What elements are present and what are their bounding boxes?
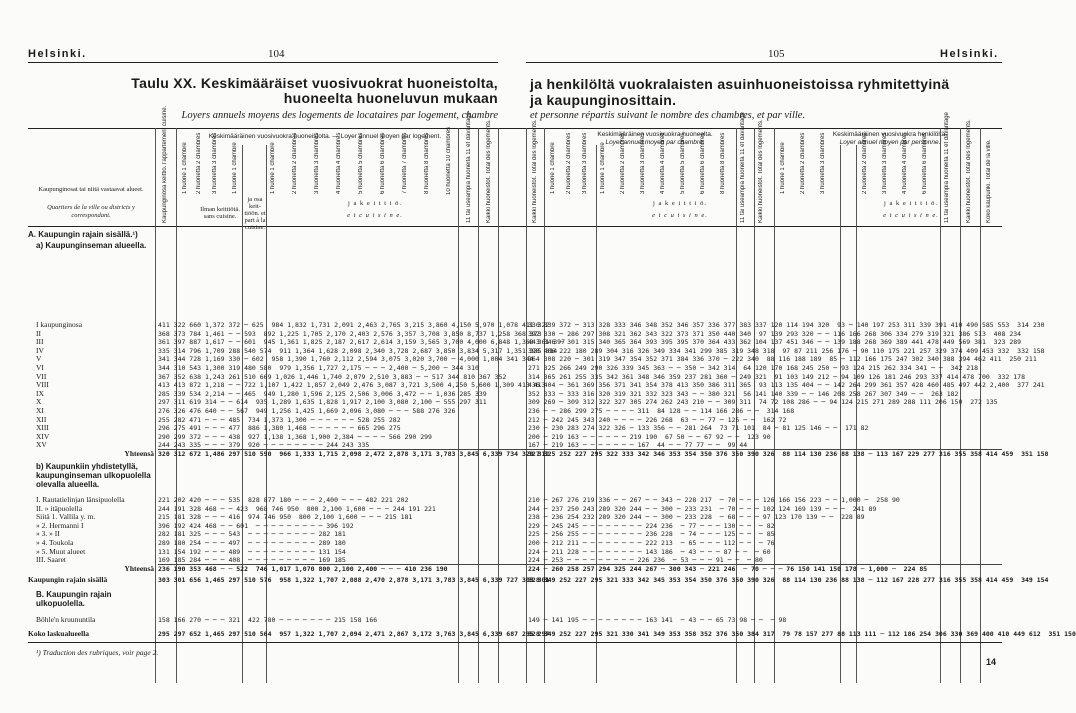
colhead-right-14: 2 huonetta 2 chambres (800, 132, 806, 194)
colhead-right-16: 2 huonetta 2 chambres (862, 132, 868, 194)
section-c-title: B. Kaupungin rajain ulkopuolella. (36, 590, 112, 608)
table-row (28, 565, 1002, 574)
row-label: IX (36, 388, 44, 398)
row-values-left: 244 243 335 ─ ─ ─ 379 920 ─ ─ ─ ─ ─ ─ ─ ─ 244 243 335 (158, 441, 370, 450)
row-values-right: 352 333 ─ 333 316 320 319 321 332 323 343 ─ ─ 380 321 56 141 140 339 ─ ─ 146 208 258 267 307 349 ─ ─ 263 182 (528, 389, 959, 398)
grand-a-right-values: 328 349 252 227 295 321 333 342 345 353 354 350 376 350 390 326 88 114 130 236 88 138 ─ 112 167 228 277 316 355 358 414 459 349 154 (528, 576, 1049, 584)
row-values-left: 368 373 784 1,461 ─ ─ 593 892 1,225 1,705 2,170 2,403 2,576 3,357 3,708 3,850 8,737 1,258 368 373 (158, 329, 542, 338)
row-values-left: 282 181 325 ─ ─ ─ 543 ─ ─ ─ ─ ─ ─ ─ ─ ─ 282 181 (158, 530, 346, 539)
row-values-left: 290 299 372 ─ ─ ─ 438 927 1,138 1,368 1,900 2,384 ─ ─ ─ ─ 566 290 299 (158, 432, 432, 441)
colhead-right-7: 4 huonetta 4 chambres (660, 132, 666, 194)
colhead-left-9: 5 huonetta 5 chambres (358, 132, 364, 194)
row-label: » 3. » II (36, 529, 60, 539)
row-values-left: 215 181 328 ─ ─ ─ 416 974 746 950 800 2,100 1,600 ─ ─ ─ 215 181 (158, 513, 413, 522)
colhead-left-14: 11 tai useampia huoneita 11 et davantage (466, 112, 472, 223)
row-label: » 5. Muut alueet (36, 546, 86, 556)
colhead-right-17: 3 huonetta 3 chambres (882, 132, 888, 194)
colhead-left-3: 3 huonetta 3 chambres (212, 132, 218, 194)
colhead-right-18: 4 huonetta 4 chambres (902, 132, 908, 194)
header-rule-right (526, 62, 1002, 63)
table-title-fi-right-2: ja kaupunginosittain. (530, 92, 677, 108)
colhead-left-4: 1 huone 1 chambre (232, 142, 238, 194)
section-a-subtitle: a) Kaupunginseman alueella. (36, 241, 147, 250)
table-title-fi-left: Taulu XX. Keskimääräiset vuosivuokrat huoneistolta, huoneelta huoneluvun mukaan (131, 75, 498, 106)
col-no-kitchen: Ilman keittiötä. sans cuisine. (200, 206, 240, 220)
colhead-right-10: 8 huonetta 8 chambres (720, 132, 726, 194)
colhead-right-13: 1 huone 1 chambre (780, 142, 786, 194)
table-row (28, 616, 1002, 625)
table-bottom-rule (28, 642, 1002, 643)
row-values-right: 210 ─ 267 276 219 336 ─ ─ 267 ─ ─ 343 ─ 228 217 ─ 70 ─ ─ ─ 126 166 156 223 ─ ─ 1,000 ─ 258 90 (528, 496, 900, 504)
col-with-kitchen-fr: e t c u i s i n e. (347, 212, 403, 219)
row-values-left: 361 397 887 1,617 ─ ─ 601 945 1,361 1,825 2,187 2,617 2,614 3,159 3,565 3,700 4,000 6,848 1,363 361 397 (158, 338, 565, 347)
row-values-right: 200 ─ 212 211 ─ ─ ─ ─ ─ ─ ─ ─ 222 213 ─ 65 ─ ─ ─ 112 ─ ─ ─ 76 (528, 539, 775, 547)
colhead-right-20: 11 tai useampia huoneita 11 et davantage (944, 112, 950, 223)
row-values-right: 167 ─ 219 163 ─ ─ ─ ─ ─ ─ ─ 167 44 ─ ─ 77 77 ─ ─ 99 44 (528, 441, 748, 450)
grand-total-label: Koko laskualueella (28, 629, 90, 638)
row-values-right: 436 404 ─ 361 369 356 371 341 354 378 413 350 386 311 365 93 113 135 404 ─ ─ 142 264 299 361 357 428 460 485 497 442 2,400 377 241 (528, 381, 1045, 390)
row-values-left: 255 282 471 ─ ─ ─ 485 734 1,373 1,300 ─ ─ ─ ─ ─ ─ 528 255 282 (158, 415, 401, 424)
row-values-left: 236 190 353 468 ─ ─ 522 746 1,017 1,070 800 2,100 2,400 ─ ─ ─ 410 236 190 (158, 564, 448, 573)
row-label: » 2. Hermanni I (36, 520, 84, 530)
row-values-right: 314 365 261 255 335 342 361 348 346 359 237 281 360 ─ 249 321 91 103 149 212 ─ 94 109 126 181 246 293 337 414 478 700 332 178 (528, 372, 1025, 381)
row-values-left: 413 413 872 1,218 ─ ─ 722 1,107 1,422 1,857 2,049 2,476 3,087 3,721 3,500 4,250 5,600 1,309 413 413 (158, 381, 546, 390)
colhead-right-22: Koko kaupunki. Total de la ville. (986, 139, 992, 223)
grand-a-label: Kaupungin rajain sisällä (28, 575, 108, 584)
block2-title-fr: Loyer annuel moyen par chambre. (605, 139, 705, 146)
row-values-right: 200 ─ 219 163 ─ ─ ─ ─ ─ ─ 219 190 67 50 ─ ─ 67 92 ─ ─ 123 90 (528, 432, 771, 441)
row-values-right: 225 ─ 256 255 ─ ─ ─ ─ ─ ─ ─ ─ 236 228 ─ 74 ─ ─ ─ 125 ─ ─ ─ 85 (528, 530, 775, 539)
row-values-left: 244 191 328 468 ─ ─ 423 968 746 950 800 2,100 1,600 ─ ─ ─ 244 191 221 (158, 504, 436, 513)
row-values-right: 229 ─ 245 245 ─ ─ ─ ─ ─ ─ ─ ─ 224 236 ─ 77 ─ ─ ─ 130 ─ ─ ─ 82 (528, 521, 775, 530)
block1-title: Keskimääräinen vuosivuokra huoneistolta. — Loyer annuel moyen par logement. (208, 133, 442, 140)
col-with-kitchen-3: j a k e i t t i ö. (884, 200, 938, 207)
row-label: III. Saaret (36, 555, 66, 565)
grand-total-left-values: 295 297 652 1,465 297 510 564 957 1,322 1,707 2,094 2,471 2,867 3,172 3,763 3,845 6,339 687 295 297 (158, 630, 550, 638)
row-values-left: 169 185 284 ─ ─ ─ 408 ─ ─ ─ ─ ─ ─ ─ ─ ─ 169 185 (158, 556, 346, 565)
colhead-left-0: Kaupunginosa keittiö. l'appartement cuisine. (162, 105, 168, 223)
colhead-right-19: 6 huonetta 6 chambres (922, 132, 928, 194)
row-label: VIII (36, 380, 49, 390)
row-values-left: 221 202 420 ─ ─ ─ 535 828 877 180 ─ ─ ─ 2,400 ─ ─ ─ 482 221 202 (158, 496, 409, 504)
colhead-right-1: 1 huone 1 chambre (550, 142, 556, 194)
row-label: » 4. Toukola (36, 538, 74, 547)
colhead-left-12: 8 huonetta 8 chambres (424, 132, 430, 194)
row-label: I. Rautatielinjan länsipuolella (36, 495, 125, 504)
row-label: VI (36, 363, 44, 372)
row-values-left: 396 192 424 468 ─ ─ 601 ─ ─ ─ ─ ─ ─ ─ ─ ─ 396 192 (158, 521, 354, 530)
row-values-right: 327 325 252 227 295 322 333 342 346 353 354 350 376 350 390 326 88 114 130 236 88 138 ─ 113 167 229 277 316 355 358 414 459 351 158 (528, 450, 1049, 458)
row-label: Böhle'n kruununtila (36, 615, 96, 624)
row-values-left: 296 275 491 ─ ─ ─ 477 886 1,380 1,468 ─ ─ ─ ─ ─ ─ 665 296 275 (158, 424, 401, 433)
sheet-number: 14 (986, 657, 997, 667)
row-values-right: 364 308 220 ─ 301 319 347 354 352 371 384 336 370 ─ 222 340 88 116 188 189 85 ─ 112 166 175 247 302 340 388 394 462 411 250 211 (528, 355, 1037, 364)
colhead-right-4: 1 huone 1 chambre (600, 142, 606, 194)
running-head-right: Helsinki. (940, 48, 999, 60)
row-values-left: 297 311 619 314 ─ ─ 614 935 1,289 1,635 1,828 1,917 2,100 3,080 2,100 ─ 555 297 311 (158, 398, 487, 407)
grand-a-left-values: 303 301 656 1,465 297 510 576 958 1,322 1,707 2,088 2,470 2,878 3,171 3,783 3,845 6,339 727 303 301 (158, 576, 550, 584)
row-label: II. » itäpuolella (36, 503, 83, 513)
colhead-right-0: Kaikki huoneistot. Total des logements. (532, 119, 538, 223)
page-number-left: 104 (268, 48, 285, 60)
footnote: ¹) Traduction des rubriques, voir page 2. (36, 648, 159, 657)
row-values-right: 271 325 266 249 290 326 339 345 363 ─ ─ 350 ─ 342 314 64 120 170 168 245 250 ─ 93 124 215 262 334 341 ─ ─ 342 218 (528, 364, 979, 372)
colhead-left-6: 2 huonetta 2 chambres (292, 132, 298, 194)
row-values-right: 244 ─ 237 250 243 289 320 244 ─ ─ 300 ─ 233 231 ─ 70 ─ ─ ─ 102 124 169 139 ─ ─ ─ 241 89 (528, 504, 877, 513)
col-with-kitchen-2-fr: e t c u i s i n e. (652, 212, 708, 219)
row-values-left: 276 326 476 640 ─ ─ 567 949 1,256 1,425 1,669 2,096 3,080 ─ ─ ─ 588 276 326 (158, 407, 456, 415)
row-label: XII (36, 414, 47, 424)
block2-title-fi: Keskimääräinen vuosivuokra huoneelta. (597, 131, 713, 138)
row-values-left: 344 310 543 1,300 319 480 580 979 1,356 1,727 2,175 ─ ─ ─ 2,400 ─ 5,200 ─ 344 310 (158, 364, 479, 372)
running-head-left: Helsinki. (28, 48, 87, 60)
colhead-right-5: 2 huonetta 2 chambres (620, 132, 626, 194)
row-label: XV (36, 440, 47, 450)
section-b-title: b) Kaupunkiin yhdistetyllä, kaupunginseman ulkopuolella olevalla alueella. (36, 462, 151, 489)
colhead-left-10: 6 huonetta 6 chambres (380, 132, 386, 194)
row-values-right: 443 346 ─ 301 315 340 365 364 393 395 395 370 364 433 362 104 137 451 346 ─ ─ 139 188 268 369 389 441 478 449 569 381 323 289 (528, 338, 1022, 347)
colhead-left-5: 1 huone 1 chambre (270, 142, 276, 194)
row-values-right: 224 ─ 253 ─ ─ ─ ─ ─ ─ ─ ─ ─ 226 236 ─ 53 ─ ─ ─ 91 ─ ─ ─ 80 (528, 556, 763, 565)
colhead-left-2: 2 huonetta 2 chambres (196, 132, 202, 194)
grand-total-right-values: 328 349 252 227 295 321 330 341 349 353 358 352 376 350 384 317 79 78 157 277 88 113 111 ─ 112 186 254 306 330 369 400 410 449 612 351 150 (528, 630, 1076, 638)
row-values-right: 238 ─ 236 254 232 289 320 244 ─ ─ 300 ─ 233 228 ─ 68 ─ ─ ─ 97 123 170 139 ─ ─ 228 89 (528, 513, 865, 522)
colhead-right-3: 3 huonetta 3 chambres (582, 132, 588, 194)
colhead-left-1: 1 huone 1 chambre (182, 142, 188, 194)
row-values-right: 230 ─ 230 283 274 322 326 ─ 133 356 ─ ─ 281 264 73 71 101 84 ─ 81 125 146 ─ ─ 171 82 (528, 424, 869, 433)
table-title-fr-left: Loyers annuels moyens des logements de locataires par logement, chambre (181, 110, 498, 121)
row-values-left: 335 314 796 1,709 288 540 574 911 1,364 1,628 2,098 2,340 3,728 2,687 3,850 3,834 5,317 1,351 335 314 (158, 346, 558, 355)
row-values-right: 212 ─ 242 245 343 240 ─ ─ ─ ─ 226 268 63 ─ ─ 77 ─ 125 ─ ─ 162 72 (528, 415, 787, 424)
table-row (28, 449, 1049, 459)
row-values-left: 285 339 534 2,214 ─ ─ 465 949 1,280 1,596 2,125 2,506 3,006 3,472 ─ ─ 1,036 285 339 (158, 389, 487, 398)
colhead-right-8: 5 huonetta 5 chambres (680, 132, 686, 194)
row-label: XIII (36, 423, 49, 433)
row-values-right: 309 269 ─ 309 312 322 327 305 274 262 243 210 ─ ─ 309 311 74 72 108 286 ─ ─ 94 124 215 271 289 288 111 206 150 272 135 (528, 398, 998, 407)
block3-title-fi: Keskimääräinen vuosivuokra henkilöltä. (832, 131, 948, 138)
row-values-right: 149 ─ 141 195 ─ ─ ─ ─ ─ ─ ─ ─ 163 141 ─ 43 ─ ─ 65 73 98 ─ ─ ─ 98 (528, 616, 787, 624)
colhead-left-15: Kaikki huoneistot. Total des logements. (486, 119, 492, 223)
table-title-fr-right: et personne répartis suivant le nombre des chambres, et par ville. (530, 110, 806, 121)
section-a-title: A. Kaupungin rajain sisällä.¹) (28, 230, 138, 239)
row-label: Yhteensä (124, 449, 154, 458)
row-label: X (36, 397, 42, 407)
colhead-right-9: 6 huonetta 6 chambres (700, 132, 706, 194)
row-values-left: 320 312 672 1,486 297 510 590 966 1,333 1,715 2,098 2,472 2,878 3,171 3,783 3,845 6,339 734 320 312 (158, 450, 550, 458)
row-values-right: 392 330 ─ 286 297 308 321 362 343 322 373 371 350 440 340 97 139 293 320 ─ ─ 116 166 268 306 334 279 319 321 386 513 408 234 (528, 329, 1022, 338)
colhead-left-11: 7 huonetta 7 chambres (402, 132, 408, 194)
row-values-right: 224 ─ 260 258 257 294 325 244 267 ─ 300 343 ─ 221 246 ─ 70 ─ ─ ─ 76 150 141 150 178 ─ 1,000 ─ 224 85 (528, 564, 928, 573)
total-rule (158, 564, 1002, 565)
stub-header-fr: Quartiers de la ville ou districts y correspondant. (47, 204, 135, 219)
row-label: XI (36, 406, 44, 415)
row-label: V (36, 354, 42, 364)
colhead-right-21: Kaikki huoneistot. Total des logements. (966, 119, 972, 223)
row-values-left: 131 154 192 ─ ─ ─ 489 ─ ─ ─ ─ ─ ─ ─ ─ ─ 131 154 (158, 547, 346, 556)
row-values-left: 341 344 728 1,169 330 ─ 602 958 1,390 1,760 2,112 2,594 3,075 3,020 3,700 ─ 4,000 1,004 341 344 (158, 355, 534, 364)
row-label: IV (36, 345, 44, 355)
block3-title-fr: Loyer annuel moyen par personne. (839, 139, 941, 146)
col-with-kitchen: j a k e i t t i ö. (348, 200, 402, 207)
colhead-right-2: 2 huonetta 2 chambres (566, 132, 572, 194)
total-rule (158, 449, 1002, 450)
colhead-right-6: 3 huonetta 3 chambres (640, 132, 646, 194)
colhead-right-11: 11 tai useampia huoneita 11 et davantage (740, 112, 746, 223)
row-label: XIV (36, 431, 50, 441)
row-values-left: 367 352 638 1,243 261 510 669 1,026 1,446 1,740 2,079 2,510 3,883 ─ ─ 517 344 810 367 352 (158, 372, 507, 381)
page-number-right: 105 (768, 48, 785, 60)
col-with-kitchen-2: j a k e i t t i ö. (653, 200, 707, 207)
row-label: VII (36, 371, 47, 381)
row-values-left: 289 180 254 ─ ─ ─ 497 ─ ─ ─ ─ ─ ─ ─ ─ ─ 289 180 (158, 539, 346, 547)
colhead-left-8: 4 huonetta 4 chambres (336, 132, 342, 194)
row-label: I kaupunginosa (36, 320, 83, 329)
table-title-fi-right-1: ja henkilöltä vuokralaisten asuinhuoneistoissa ryhmitettyinä (530, 76, 950, 92)
row-values-right: 330 339 372 ─ 313 328 333 346 348 352 346 357 336 377 383 337 120 114 194 320 93 ─ 140 197 253 311 339 391 410 490 585 553 314 230 (528, 321, 1045, 329)
row-values-left: 411 322 660 1,372 372 ─ 625 984 1,832 1,731 2,091 2,463 2,765 3,215 3,860 4,150 5,970 1,078 411 322 (158, 321, 550, 329)
header-rule-left (28, 62, 498, 63)
row-label: Siitä 1. Vallila y. m. (36, 512, 96, 522)
row-label: II (36, 328, 41, 338)
row-label: III (36, 337, 44, 347)
row-values-right: 398 406 222 180 289 304 316 326 349 334 341 299 385 319 348 318 97 87 211 256 176 ─ 90 110 175 221 257 329 374 409 453 332 332 158 (528, 346, 1045, 355)
colhead-right-15: 3 huonetta 3 chambres (820, 132, 826, 194)
colhead-left-7: 3 huonetta 3 chambres (314, 132, 320, 194)
col-with-kitchen-3-fr: e t c u i s i n e. (883, 212, 939, 219)
colhead-right-12: Kaikki huoneistot. Total des logements. (758, 119, 764, 223)
colhead-left-13: 10 huonetta 10 chambres (446, 126, 452, 195)
row-values-right: 224 ─ 211 228 ─ ─ ─ ─ ─ ─ ─ ─ 143 186 ─ 43 ─ ─ ─ 87 ─ ─ ─ 60 (528, 547, 771, 556)
row-values-right: 236 ─ ─ 286 299 275 ─ ─ ─ ─ 311 84 128 ─ ─ 114 166 286 ─ ─ 314 168 (528, 407, 795, 415)
row-values-left: 158 166 270 ─ ─ ─ 321 422 780 ─ ─ ─ ─ ─ ─ ─ 215 158 166 (158, 616, 378, 624)
row-label: Yhteensä (124, 563, 154, 573)
header-top-rule (28, 128, 1002, 129)
col-part-kitchen: ja osa keit-tiöön. et part à la cuisine. (244, 196, 266, 231)
stub-header-fi: Kaupunginosat tai niitä vastaavat alueet. (38, 186, 144, 193)
